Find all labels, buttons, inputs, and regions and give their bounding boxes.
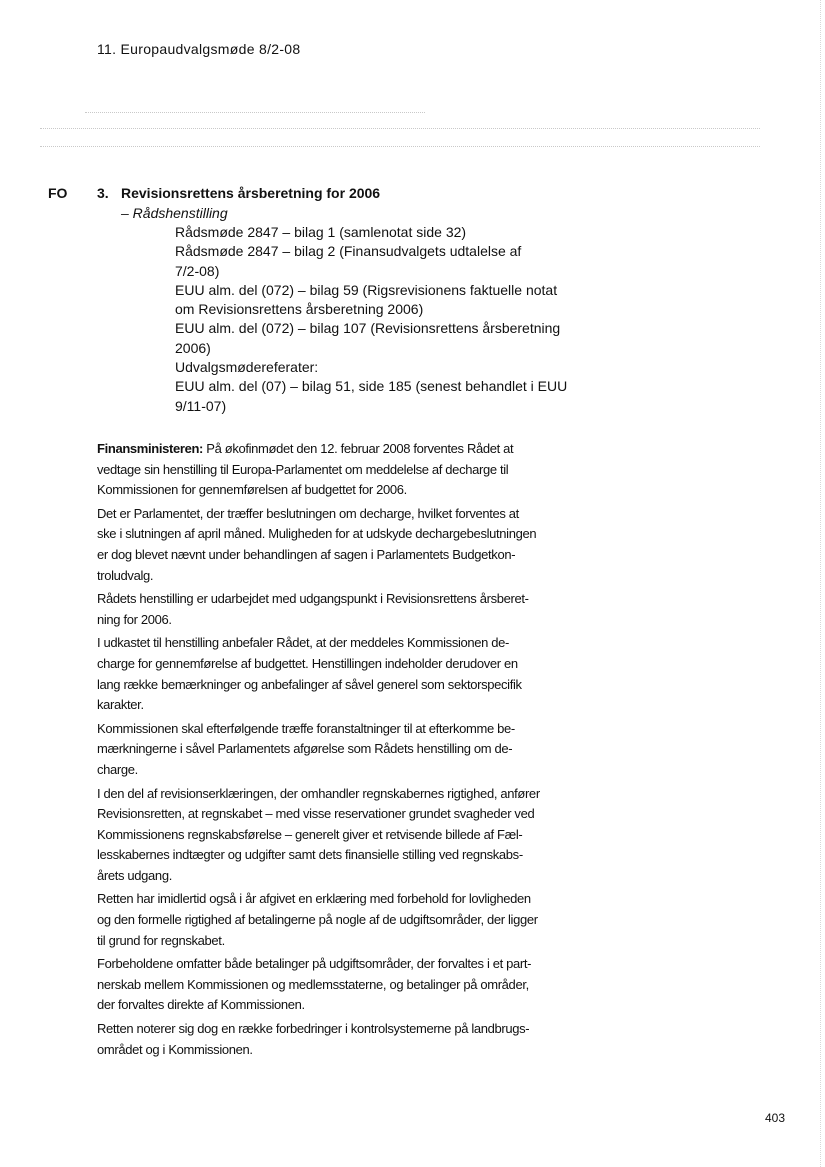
body-line: mærkningerne i såvel Parlamentets afgørelse som Rådets henstilling om de- <box>97 741 513 757</box>
speaker-label: Finansministeren: <box>97 441 204 456</box>
reference-list <box>175 223 575 416</box>
scan-artifact-line <box>85 112 425 113</box>
body-paragraph <box>97 954 587 1016</box>
body-line: Kommissionen skal efterfølgende træffe foranstaltninger til at efterkomme be- <box>97 720 515 736</box>
meeting-header: 11. Europaudvalgsmøde 8/2-08 <box>97 41 301 57</box>
body-line: I udkastet til henstilling anbefaler Rådet, at der meddeles Kommissionen de- <box>97 635 510 651</box>
body-text <box>97 439 587 1063</box>
body-paragraph <box>97 589 587 630</box>
body-line: Retten har imidlertid også i år afgivet en erklæring med forbehold for lovligheden <box>97 891 531 907</box>
body-paragraph <box>97 784 587 887</box>
reference-line: EUU alm. del (07) – bilag 51, side 185 (senest behandlet i EUU <box>175 378 568 395</box>
body-line: Rådets henstilling er udarbejdet med udgangspunkt i Revisionsrettens årsberet- <box>97 591 529 607</box>
item-number: 3. <box>97 185 109 201</box>
body-line: På økofinmødet den 12. februar 2008 forventes Rådet at <box>203 441 514 456</box>
reference-line: 2006) <box>175 339 211 356</box>
body-paragraph <box>97 889 587 951</box>
reference-line: Rådsmøde 2847 – bilag 1 (samlenotat side 32) <box>175 224 467 240</box>
reference-line: om Revisionsrettens årsberetning 2006) <box>175 301 424 318</box>
body-line: lesskabernes indtægter og udgifter samt dets finansielle stilling ved regnskabs- <box>97 847 523 863</box>
body-line: er dog blevet nævnt under behandlingen af sagen i Parlamentets Budgetkon- <box>97 546 516 562</box>
body-line: charge. <box>97 761 138 777</box>
body-line: Kommissionen for gennemførelsen af budgettet for 2006. <box>97 482 407 498</box>
body-line: karakter. <box>97 697 144 713</box>
body-line: og den formelle rigtighed af betalingerne på nogle af de udgiftsområder, der ligger <box>97 912 538 928</box>
reference-line: EUU alm. del (072) – bilag 107 (Revisionsrettens årsberetning <box>175 320 561 337</box>
scan-artifact-line <box>40 146 760 147</box>
body-line: der forvaltes direkte af Kommissionen. <box>97 997 305 1013</box>
page-number: 403 <box>765 1111 786 1125</box>
body-line: lang række bemærkninger og anbefalinger af såvel generel som sektorspecifik <box>97 676 522 692</box>
scan-edge-line <box>820 0 821 1167</box>
item-subheading: – Rådshenstilling <box>121 205 228 221</box>
scan-artifact-line <box>40 128 760 129</box>
reference-line: Udvalgsmødereferater: <box>175 359 319 376</box>
item-title: Revisionsrettens årsberetning for 2006 <box>121 185 381 201</box>
body-paragraph <box>97 1019 587 1060</box>
body-line: området og i Kommissionen. <box>97 1041 253 1057</box>
body-line: til grund for regnskabet. <box>97 932 225 948</box>
margin-label: FO <box>48 185 68 201</box>
body-paragraph <box>97 719 587 781</box>
body-line: Retten noterer sig dog en række forbedringer i kontrolsystemerne på landbrugs- <box>97 1021 530 1037</box>
body-line: troludvalg. <box>97 567 154 583</box>
body-line: årets udgang. <box>97 867 172 883</box>
body-paragraph <box>97 633 587 715</box>
body-line: ning for 2006. <box>97 611 172 627</box>
body-line: charge for gennemførelse af budgettet. Henstillingen indeholder derudover en <box>97 655 518 671</box>
body-line: vedtage sin henstilling til Europa-Parlamentet om meddelelse af decharge til <box>97 461 509 477</box>
reference-line: 7/2-08) <box>175 262 220 279</box>
reference-line: EUU alm. del (072) – bilag 59 (Rigsrevisionens faktuelle notat <box>175 281 558 298</box>
body-paragraph <box>97 439 587 501</box>
reference-line: Rådsmøde 2847 – bilag 2 (Finansudvalgets udtalelse af <box>175 243 522 260</box>
body-line: Kommissionens regnskabsførelse – generelt giver et retvisende billede af Fæl- <box>97 826 523 842</box>
body-line: Det er Parlamentet, der træffer beslutningen om decharge, hvilket forventes at <box>97 505 519 521</box>
reference-line: 9/11-07) <box>175 397 227 414</box>
body-line: Forbeholdene omfatter både betalinger på udgiftsområder, der forvaltes i et part- <box>97 956 532 972</box>
body-paragraph <box>97 504 587 586</box>
body-line: I den del af revisionserklæringen, der omhandler regnskabernes rigtighed, anfører <box>97 785 540 801</box>
body-line: nerskab mellem Kommissionen og medlemsstaterne, og betalinger på områder, <box>97 976 529 992</box>
body-line: Revisionsretten, at regnskabet – med visse reservationer grundet svagheder ved <box>97 806 535 822</box>
body-line: ske i slutningen af april måned. Muligheden for at udskyde dechargebeslutningen <box>97 526 537 542</box>
